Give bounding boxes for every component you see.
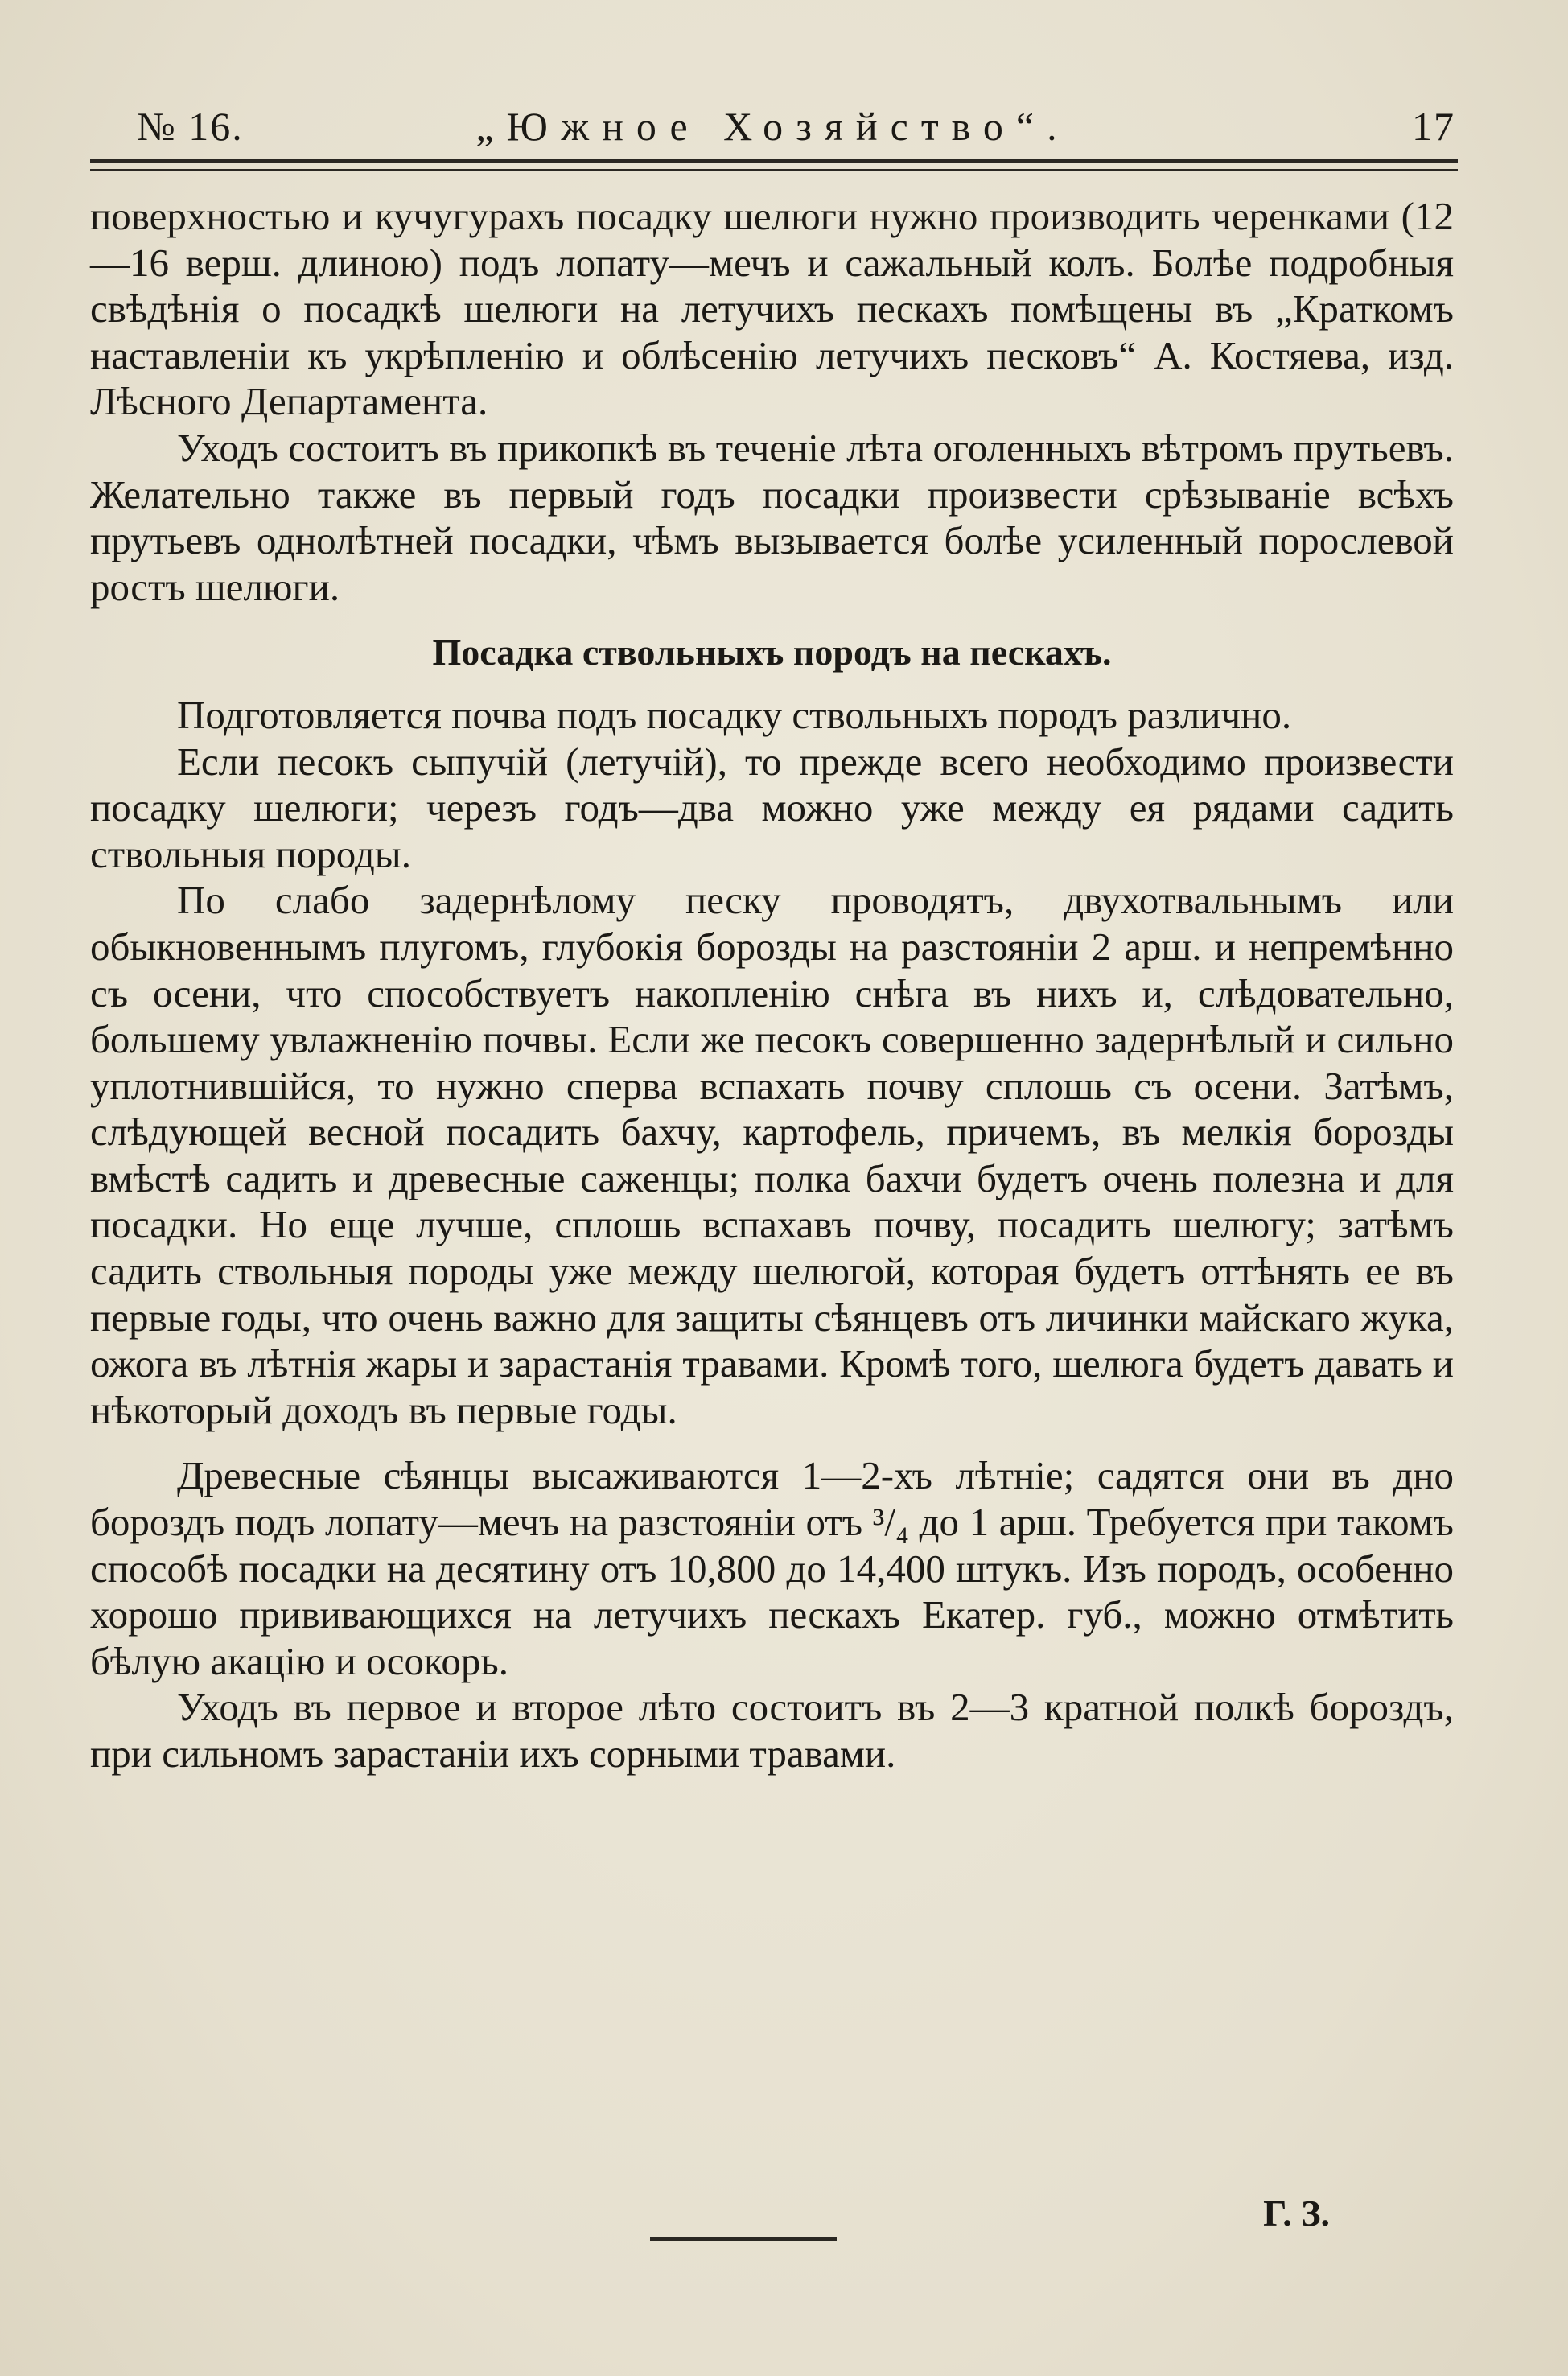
paragraph: Древесные сѣянцы высаживаются 1—2-хъ лѣтніе; садятся они въ дно бороздъ подъ лопату—мечъ на разстояніи отъ ³/₄ до 1 арш. Требуется при такомъ способѣ посадки на десятину отъ 10,800 до 14,400 штукъ. Изъ породъ, особенно хорошо прививающихся на летучихъ пескахъ Екатер. губ., можно отмѣтить бѣлую акацію и осокорь. — [90, 1453, 1454, 1683]
issue-number: № 16. — [137, 104, 244, 149]
paragraph: Подготовляется почва подъ посадку ствольныхъ породъ различно. — [177, 692, 1292, 737]
paragraph: Уходъ состоитъ въ прикопкѣ въ теченіе лѣта оголенныхъ вѣтромъ прутьевъ. Желательно также въ первый годъ посадки произвести срѣзываніе всѣхъ прутьевъ однолѣтней посадки, чѣмъ вызывается болѣе усиленный порослевой ростъ шелюги. — [90, 425, 1454, 609]
article-body — [90, 193, 1454, 1777]
author-signature: Г. З. — [1263, 2193, 1330, 2234]
paragraph-continued: поверхностью и кучугурахъ посадку шелюги нужно производить черенками (12—16 верш. длиною) подъ лопату—мечъ и сажальный колъ. Болѣе подробныя свѣдѣнія о посадкѣ шелюги на летучихъ пескахъ помѣщены въ „Краткомъ наставленіи къ укрѣпленію и облѣсенію летучихъ песковъ“ А. Костяева, изд. Лѣсного Департамента. — [90, 194, 1454, 424]
end-rule — [650, 2237, 837, 2241]
running-header — [90, 103, 1455, 151]
header-rule-thick — [90, 159, 1458, 163]
journal-title: „Южное Хозяйство“. — [475, 104, 1070, 149]
paragraph: Если песокъ сыпучій (летучій), то прежде всего необходимо произвести посадку шелюги; черезъ годъ—два можно уже между ея рядами садить ствольныя породы. — [90, 739, 1454, 876]
header-rule-thin — [90, 169, 1458, 171]
page-number: 17 — [1412, 104, 1455, 149]
section-heading: Посадка ствольныхъ породъ на пескахъ. — [432, 632, 1112, 673]
paragraph-gap — [90, 1433, 1454, 1452]
paragraph: Уходъ въ первое и второе лѣто состоитъ въ 2—3 кратной полкѣ бороздъ, при сильномъ зарастаніи ихъ сорными травами. — [90, 1685, 1454, 1776]
paragraph: По слабо задернѣлому песку проводятъ, двухотвальнымъ или обыкновеннымъ плугомъ, глубокія борозды на разстояніи 2 арш. и непремѣнно съ осени, что способствуетъ накопленію снѣга въ нихъ и, слѣдовательно, большему увлажненію почвы. Если же песокъ совершенно задернѣлый и сильно уплотнившійся, то нужно сперва вспахать почву сплошь съ осени. Затѣмъ, слѣдующей весной посадить бахчу, картофель, причемъ, въ мелкія борозды вмѣстѣ садить и древесные саженцы; полка бахчи будетъ очень полезна и для посадки. Но еще лучше, сплошь вспахавъ почву, посадить шелюгу; затѣмъ садить ствольныя породы уже между шелюгой, которая будетъ оттѣнять ее въ первые годы, что очень важно для защиты сѣянцевъ отъ личинки майскаго жука, ожога въ лѣтнія жары и зарастанія травами. Кромѣ того, шелюга будетъ давать и нѣкоторый доходъ въ первые годы. — [90, 878, 1454, 1432]
